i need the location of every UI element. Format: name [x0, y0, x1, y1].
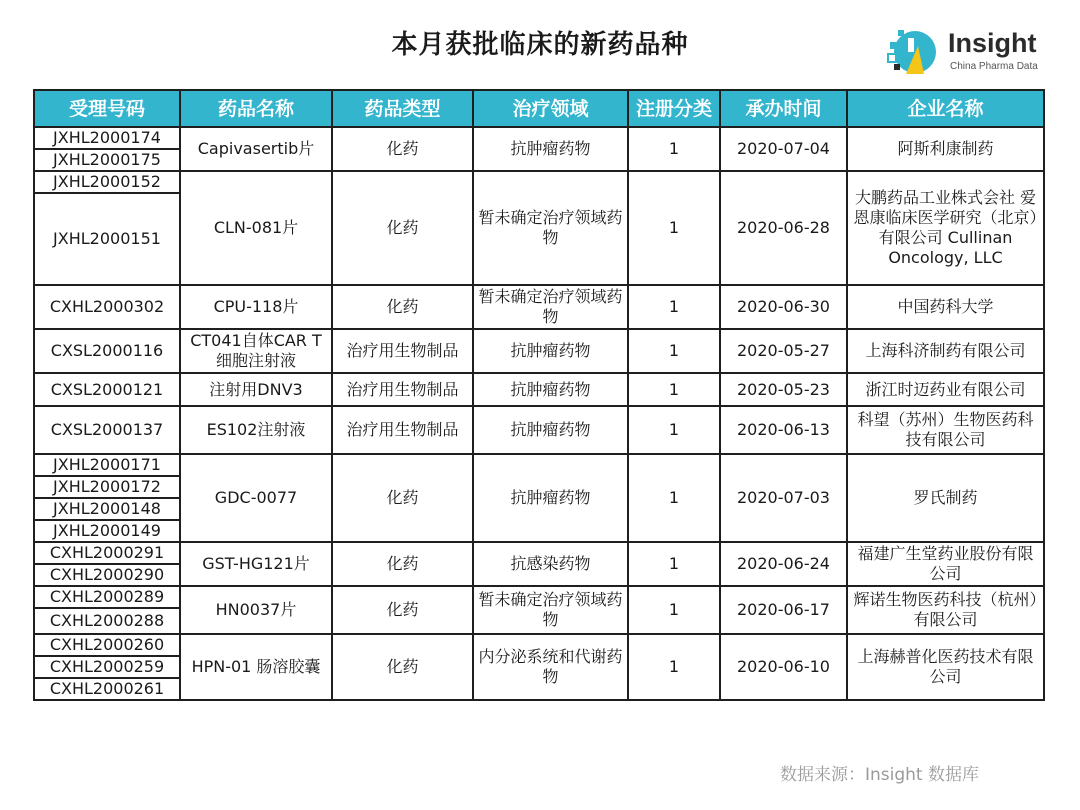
- acceptance-no-cell: CXSL2000137: [34, 406, 180, 454]
- therapy-area-cell: 暂未确定治疗领域药物: [473, 171, 628, 285]
- therapy-area-cell: 抗感染药物: [473, 542, 628, 586]
- company-cell: 大鹏药品工业株式会社 爱恩康临床医学研究（北京）有限公司 Cullinan Oncology, LLC: [847, 171, 1044, 285]
- date-cell: 2020-07-04: [720, 127, 847, 171]
- table-row: [34, 586, 1044, 608]
- drug-type-cell: 化药: [332, 586, 473, 634]
- reg-class-cell: 1: [628, 127, 720, 171]
- date-cell: 2020-06-10: [720, 634, 847, 700]
- drug-name-cell: 注射用DNV3: [180, 373, 332, 406]
- table-row: [34, 127, 1044, 149]
- acceptance-no-cell: JXHL2000152: [34, 171, 180, 193]
- drug-name-cell: CPU-118片: [180, 285, 332, 329]
- acceptance-no-cell: JXHL2000151: [34, 193, 180, 285]
- acceptance-no-cell: JXHL2000171: [34, 454, 180, 476]
- acceptance-no-cell: JXHL2000172: [34, 476, 180, 498]
- date-cell: 2020-05-23: [720, 373, 847, 406]
- drug-type-cell: 化药: [332, 634, 473, 700]
- acceptance-no-cell: CXHL2000288: [34, 608, 180, 634]
- drug-name-cell: Capivasertib片: [180, 127, 332, 171]
- date-cell: 2020-06-13: [720, 406, 847, 454]
- acceptance-no-cell: CXHL2000289: [34, 586, 180, 608]
- therapy-area-cell: 暂未确定治疗领域药物: [473, 586, 628, 634]
- drug-type-cell: 化药: [332, 127, 473, 171]
- company-cell: 科望（苏州）生物医药科技有限公司: [847, 406, 1044, 454]
- drug-name-cell: ES102注射液: [180, 406, 332, 454]
- table-row: [34, 634, 1044, 656]
- col-header-therapy-area: 治疗领域: [473, 90, 628, 127]
- company-cell: 罗氏制药: [847, 454, 1044, 542]
- data-source-note: 数据来源：Insight 数据库: [780, 765, 980, 785]
- drug-name-cell: CT041自体CAR T细胞注射液: [180, 329, 332, 373]
- drug-name-cell: CLN-081片: [180, 171, 332, 285]
- therapy-area-cell: 内分泌系统和代谢药物: [473, 634, 628, 700]
- col-header-drug-name: 药品名称: [180, 90, 332, 127]
- company-cell: 上海科济制药有限公司: [847, 329, 1044, 373]
- reg-class-cell: 1: [628, 171, 720, 285]
- drug-name-cell: GDC-0077: [180, 454, 332, 542]
- company-cell: 中国药科大学: [847, 285, 1044, 329]
- acceptance-no-cell: CXHL2000260: [34, 634, 180, 656]
- therapy-area-cell: 抗肿瘤药物: [473, 373, 628, 406]
- brand-name: Insight: [948, 28, 1037, 58]
- acceptance-no-cell: CXHL2000291: [34, 542, 180, 564]
- reg-class-cell: 1: [628, 406, 720, 454]
- date-cell: 2020-05-27: [720, 329, 847, 373]
- col-header-reg-class: 注册分类: [628, 90, 720, 127]
- acceptance-no-cell: CXSL2000121: [34, 373, 180, 406]
- acceptance-no-cell: CXHL2000302: [34, 285, 180, 329]
- therapy-area-cell: 暂未确定治疗领域药物: [473, 285, 628, 329]
- drug-type-cell: 治疗用生物制品: [332, 406, 473, 454]
- therapy-area-cell: 抗肿瘤药物: [473, 406, 628, 454]
- reg-class-cell: 1: [628, 373, 720, 406]
- drug-table: [33, 89, 1045, 701]
- table-row: [34, 406, 1044, 454]
- date-cell: 2020-06-30: [720, 285, 847, 329]
- acceptance-no-cell: CXHL2000259: [34, 656, 180, 678]
- table-row: [34, 542, 1044, 564]
- acceptance-no-cell: CXHL2000261: [34, 678, 180, 700]
- acceptance-no-cell: JXHL2000149: [34, 520, 180, 542]
- therapy-area-cell: 抗肿瘤药物: [473, 329, 628, 373]
- drug-type-cell: 治疗用生物制品: [332, 329, 473, 373]
- col-header-drug-type: 药品类型: [332, 90, 473, 127]
- insight-logo: [884, 24, 1054, 80]
- table-row: [34, 329, 1044, 373]
- col-header-date: 承办时间: [720, 90, 847, 127]
- date-cell: 2020-06-17: [720, 586, 847, 634]
- drug-type-cell: 治疗用生物制品: [332, 373, 473, 406]
- company-cell: 上海赫普化医药技术有限公司: [847, 634, 1044, 700]
- date-cell: 2020-06-24: [720, 542, 847, 586]
- drug-type-cell: 化药: [332, 171, 473, 285]
- col-header-acceptance-no: 受理号码: [34, 90, 180, 127]
- insight-logo-icon: [884, 24, 944, 80]
- reg-class-cell: 1: [628, 586, 720, 634]
- table-row: [34, 454, 1044, 476]
- date-cell: 2020-06-28: [720, 171, 847, 285]
- acceptance-no-cell: CXHL2000290: [34, 564, 180, 586]
- drug-type-cell: 化药: [332, 454, 473, 542]
- drug-type-cell: 化药: [332, 542, 473, 586]
- table-row: [34, 373, 1044, 406]
- company-cell: 福建广生堂药业股份有限公司: [847, 542, 1044, 586]
- company-cell: 浙江时迈药业有限公司: [847, 373, 1044, 406]
- reg-class-cell: 1: [628, 329, 720, 373]
- drug-type-cell: 化药: [332, 285, 473, 329]
- company-cell: 辉诺生物医药科技（杭州）有限公司: [847, 586, 1044, 634]
- page-title: 本月获批临床的新药品种: [391, 30, 689, 60]
- col-header-company: 企业名称: [847, 90, 1044, 127]
- drug-name-cell: HN0037片: [180, 586, 332, 634]
- table-header-row: [34, 90, 1044, 127]
- therapy-area-cell: 抗肿瘤药物: [473, 127, 628, 171]
- acceptance-no-cell: JXHL2000174: [34, 127, 180, 149]
- company-cell: 阿斯利康制药: [847, 127, 1044, 171]
- table-row: [34, 171, 1044, 193]
- acceptance-no-cell: JXHL2000175: [34, 149, 180, 171]
- date-cell: 2020-07-03: [720, 454, 847, 542]
- drug-name-cell: GST-HG121片: [180, 542, 332, 586]
- reg-class-cell: 1: [628, 285, 720, 329]
- acceptance-no-cell: CXSL2000116: [34, 329, 180, 373]
- brand-tagline: China Pharma Data: [950, 61, 1038, 72]
- reg-class-cell: 1: [628, 454, 720, 542]
- reg-class-cell: 1: [628, 634, 720, 700]
- acceptance-no-cell: JXHL2000148: [34, 498, 180, 520]
- therapy-area-cell: 抗肿瘤药物: [473, 454, 628, 542]
- drug-name-cell: HPN-01 肠溶胶囊: [180, 634, 332, 700]
- reg-class-cell: 1: [628, 542, 720, 586]
- table-row: [34, 285, 1044, 329]
